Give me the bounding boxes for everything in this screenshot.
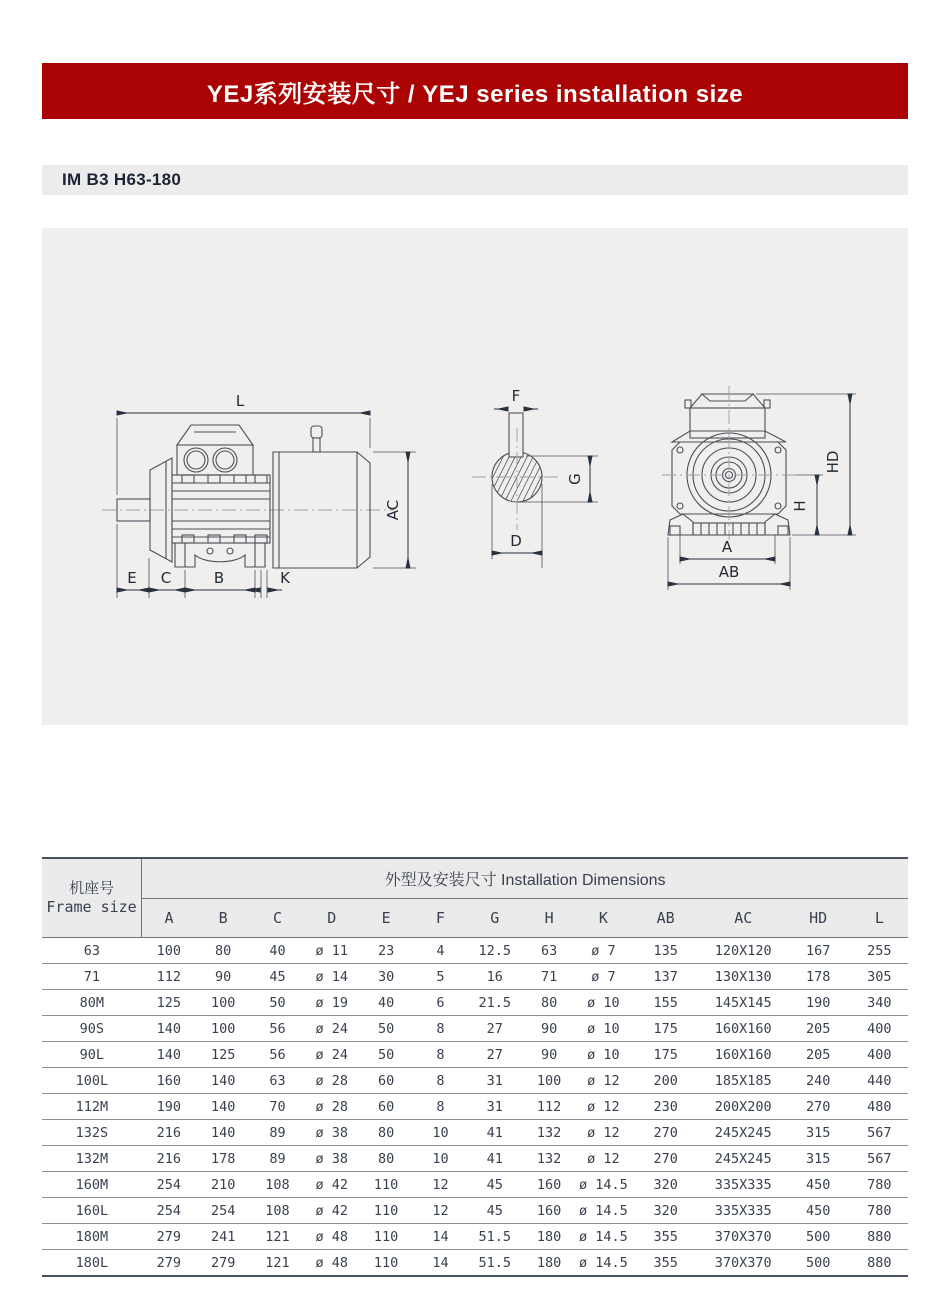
- column-header-k: K: [576, 899, 630, 938]
- table-cell: ø 10: [576, 990, 630, 1016]
- column-header-f: F: [413, 899, 467, 938]
- table-cell: 450: [786, 1172, 851, 1198]
- table-cell: 60: [359, 1094, 413, 1120]
- dim-label-h: H: [791, 500, 809, 512]
- table-cell: 178: [196, 1146, 250, 1172]
- table-cell: ø 7: [576, 964, 630, 990]
- table-cell: 45: [468, 1172, 522, 1198]
- table-cell: 125: [142, 990, 196, 1016]
- table-cell: 305: [851, 964, 908, 990]
- table-cell: 80: [522, 990, 576, 1016]
- dim-label-hd: HD: [824, 450, 842, 474]
- table-cell: 45: [468, 1198, 522, 1224]
- table-cell: 180: [522, 1250, 576, 1277]
- table-cell: 780: [851, 1172, 908, 1198]
- dim-label-c: C: [160, 569, 172, 587]
- side-view: [102, 392, 416, 598]
- table-cell: 160: [522, 1198, 576, 1224]
- table-cell: 110: [359, 1224, 413, 1250]
- table-cell: 56: [250, 1042, 304, 1068]
- table-cell: 5: [413, 964, 467, 990]
- table-cell: 8: [413, 1042, 467, 1068]
- dim-label-f: F: [511, 387, 521, 405]
- table-cell: ø 38: [305, 1120, 359, 1146]
- table-cell: 110: [359, 1250, 413, 1277]
- table-cell: 27: [468, 1016, 522, 1042]
- table-cell: 8: [413, 1016, 467, 1042]
- table-row: [42, 938, 908, 964]
- table-cell: 56: [250, 1016, 304, 1042]
- table-cell: 780: [851, 1198, 908, 1224]
- table-cell: ø 12: [576, 1120, 630, 1146]
- diagram-panel: [42, 228, 908, 725]
- table-cell: 80: [359, 1146, 413, 1172]
- table-cell: 63: [522, 938, 576, 964]
- column-header-g: G: [468, 899, 522, 938]
- table-cell: ø 14.5: [576, 1250, 630, 1277]
- table-cell: 51.5: [468, 1250, 522, 1277]
- table-cell: 130X130: [701, 964, 786, 990]
- column-header-c: C: [250, 899, 304, 938]
- table-cell: ø 24: [305, 1042, 359, 1068]
- table-cell: 480: [851, 1094, 908, 1120]
- table-cell: ø 10: [576, 1016, 630, 1042]
- frame-size-header: [42, 858, 142, 938]
- table-cell: ø 42: [305, 1198, 359, 1224]
- table-cell: 245X245: [701, 1146, 786, 1172]
- table-cell: 70: [250, 1094, 304, 1120]
- table-cell: 23: [359, 938, 413, 964]
- table-cell: 255: [851, 938, 908, 964]
- frame-size-cell: 180L: [42, 1250, 142, 1277]
- table-cell: 216: [142, 1120, 196, 1146]
- table-cell: ø 19: [305, 990, 359, 1016]
- table-cell: ø 12: [576, 1146, 630, 1172]
- mounting-type-label: IM B3 H63-180: [62, 170, 182, 189]
- table-cell: 140: [142, 1016, 196, 1042]
- column-header-e: E: [359, 899, 413, 938]
- dimensions-span-header: 外型及安装尺寸 Installation Dimensions: [142, 858, 908, 899]
- table-row: [42, 1094, 908, 1120]
- dim-label-e: E: [127, 569, 137, 587]
- table-cell: 31: [468, 1094, 522, 1120]
- table-cell: 41: [468, 1146, 522, 1172]
- shaft-section-view: [469, 387, 598, 568]
- dim-label-b: B: [213, 569, 225, 587]
- table-cell: 270: [786, 1094, 851, 1120]
- table-cell: 180: [522, 1224, 576, 1250]
- table-cell: 4: [413, 938, 467, 964]
- table-cell: 10: [413, 1120, 467, 1146]
- table-cell: 12: [413, 1172, 467, 1198]
- table-cell: 355: [631, 1250, 701, 1277]
- table-row: [42, 1016, 908, 1042]
- table-cell: 140: [196, 1120, 250, 1146]
- dim-label-ac: AC: [384, 499, 402, 521]
- table-cell: 14: [413, 1250, 467, 1277]
- dim-label-k: K: [280, 569, 290, 587]
- table-cell: 108: [250, 1172, 304, 1198]
- table-cell: 370X370: [701, 1250, 786, 1277]
- table-cell: ø 28: [305, 1068, 359, 1094]
- column-header-ab: AB: [631, 899, 701, 938]
- table-cell: 200: [631, 1068, 701, 1094]
- table-cell: 135: [631, 938, 701, 964]
- table-cell: 8: [413, 1094, 467, 1120]
- frame-size-cell: 132S: [42, 1120, 142, 1146]
- table-cell: 335X335: [701, 1198, 786, 1224]
- frame-size-cell: 80M: [42, 990, 142, 1016]
- table-row: [42, 1068, 908, 1094]
- table-cell: 100: [196, 990, 250, 1016]
- table-cell: 205: [786, 1016, 851, 1042]
- table-cell: 50: [359, 1042, 413, 1068]
- table-cell: 40: [359, 990, 413, 1016]
- table-cell: 145X145: [701, 990, 786, 1016]
- dim-label-g: G: [566, 473, 584, 485]
- table-cell: 31: [468, 1068, 522, 1094]
- table-cell: 178: [786, 964, 851, 990]
- table-cell: 45: [250, 964, 304, 990]
- table-cell: ø 14.5: [576, 1224, 630, 1250]
- table-cell: 500: [786, 1224, 851, 1250]
- table-cell: 400: [851, 1042, 908, 1068]
- table-row: [42, 1146, 908, 1172]
- table-cell: 140: [142, 1042, 196, 1068]
- table-cell: ø 12: [576, 1068, 630, 1094]
- table-cell: 270: [631, 1146, 701, 1172]
- table-cell: 132: [522, 1146, 576, 1172]
- table-cell: 320: [631, 1198, 701, 1224]
- table-cell: 51.5: [468, 1224, 522, 1250]
- table-cell: ø 48: [305, 1250, 359, 1277]
- table-cell: ø 14.5: [576, 1172, 630, 1198]
- table-cell: 254: [142, 1172, 196, 1198]
- table-cell: 12: [413, 1198, 467, 1224]
- table-cell: 27: [468, 1042, 522, 1068]
- dim-label-l: L: [235, 392, 245, 410]
- column-header-hd: HD: [786, 899, 851, 938]
- table-cell: 100: [522, 1068, 576, 1094]
- table-cell: 14: [413, 1224, 467, 1250]
- table-cell: 90: [522, 1042, 576, 1068]
- table-cell: 71: [522, 964, 576, 990]
- table-cell: 254: [142, 1198, 196, 1224]
- table-cell: 16: [468, 964, 522, 990]
- table-cell: 315: [786, 1146, 851, 1172]
- table-cell: 50: [250, 990, 304, 1016]
- table-cell: 121: [250, 1250, 304, 1277]
- frame-size-cell: 90S: [42, 1016, 142, 1042]
- frame-size-cell: 90L: [42, 1042, 142, 1068]
- frame-size-cell: 112M: [42, 1094, 142, 1120]
- table-cell: 370X370: [701, 1224, 786, 1250]
- section-strip: [42, 165, 908, 195]
- table-cell: 315: [786, 1120, 851, 1146]
- table-cell: 320: [631, 1172, 701, 1198]
- frame-size-cell: 160L: [42, 1198, 142, 1224]
- table-cell: 121: [250, 1224, 304, 1250]
- table-row: [42, 964, 908, 990]
- table-cell: ø 11: [305, 938, 359, 964]
- column-header-d: D: [305, 899, 359, 938]
- column-header-l: L: [851, 899, 908, 938]
- table-cell: 167: [786, 938, 851, 964]
- table-cell: 100: [142, 938, 196, 964]
- page-title: YEJ系列安装尺寸 / YEJ series installation size: [206, 80, 744, 108]
- table-cell: 50: [359, 1016, 413, 1042]
- table-cell: 279: [196, 1250, 250, 1277]
- frame-size-cell: 63: [42, 938, 142, 964]
- table-cell: 241: [196, 1224, 250, 1250]
- column-header-h: H: [522, 899, 576, 938]
- table-row: [42, 1120, 908, 1146]
- table-cell: 335X335: [701, 1172, 786, 1198]
- table-cell: 440: [851, 1068, 908, 1094]
- table-cell: ø 38: [305, 1146, 359, 1172]
- table-cell: 155: [631, 990, 701, 1016]
- column-header-ac: AC: [701, 899, 786, 938]
- table-cell: 110: [359, 1198, 413, 1224]
- frame-size-cell: 160M: [42, 1172, 142, 1198]
- table-cell: 90: [196, 964, 250, 990]
- table-cell: 112: [522, 1094, 576, 1120]
- table-cell: ø 14: [305, 964, 359, 990]
- table-cell: 125: [196, 1042, 250, 1068]
- frame-size-cell: 180M: [42, 1224, 142, 1250]
- table-row: [42, 990, 908, 1016]
- table-cell: 10: [413, 1146, 467, 1172]
- table-cell: 30: [359, 964, 413, 990]
- table-cell: 160: [142, 1068, 196, 1094]
- table-row: [42, 1042, 908, 1068]
- table-cell: 216: [142, 1146, 196, 1172]
- table-header-row-1: [42, 858, 908, 899]
- table-cell: 160X160: [701, 1042, 786, 1068]
- table-cell: 190: [142, 1094, 196, 1120]
- table-body: [42, 938, 908, 1277]
- table-row: [42, 1172, 908, 1198]
- table-cell: ø 7: [576, 938, 630, 964]
- table-cell: 12.5: [468, 938, 522, 964]
- dim-label-ab: AB: [718, 563, 740, 581]
- table-cell: 6: [413, 990, 467, 1016]
- table-cell: 140: [196, 1094, 250, 1120]
- table-row: [42, 1224, 908, 1250]
- table-row: [42, 1198, 908, 1224]
- table-cell: 210: [196, 1172, 250, 1198]
- table-cell: 80: [196, 938, 250, 964]
- table-cell: ø 42: [305, 1172, 359, 1198]
- table-cell: 137: [631, 964, 701, 990]
- table-cell: 450: [786, 1198, 851, 1224]
- table-cell: 140: [196, 1068, 250, 1094]
- table-cell: 160: [522, 1172, 576, 1198]
- table-cell: 110: [359, 1172, 413, 1198]
- table-cell: 108: [250, 1198, 304, 1224]
- installation-diagram: [42, 228, 908, 725]
- table-cell: 112: [142, 964, 196, 990]
- table-cell: 254: [196, 1198, 250, 1224]
- table-cell: 89: [250, 1120, 304, 1146]
- table-cell: 8: [413, 1068, 467, 1094]
- table-cell: ø 12: [576, 1094, 630, 1120]
- table-cell: 355: [631, 1224, 701, 1250]
- table-cell: ø 14.5: [576, 1198, 630, 1224]
- table-header-row-2: [42, 899, 908, 938]
- table-cell: 400: [851, 1016, 908, 1042]
- table-cell: 500: [786, 1250, 851, 1277]
- table-cell: ø 24: [305, 1016, 359, 1042]
- table-cell: 40: [250, 938, 304, 964]
- table-cell: 132: [522, 1120, 576, 1146]
- table-cell: 567: [851, 1146, 908, 1172]
- table-cell: 160X160: [701, 1016, 786, 1042]
- column-header-a: A: [142, 899, 196, 938]
- table-cell: 21.5: [468, 990, 522, 1016]
- front-view: [662, 386, 856, 590]
- table-cell: 200X200: [701, 1094, 786, 1120]
- table-row: [42, 1250, 908, 1277]
- table-cell: 175: [631, 1042, 701, 1068]
- column-header-b: B: [196, 899, 250, 938]
- table-cell: 63: [250, 1068, 304, 1094]
- table-cell: 175: [631, 1016, 701, 1042]
- table-cell: 240: [786, 1068, 851, 1094]
- table-cell: 567: [851, 1120, 908, 1146]
- table-cell: ø 28: [305, 1094, 359, 1120]
- dimensions-table: [42, 857, 908, 1277]
- frame-size-cell: 71: [42, 964, 142, 990]
- frame-size-header-zh: 机座号: [69, 879, 115, 898]
- table-cell: 205: [786, 1042, 851, 1068]
- frame-size-cell: 100L: [42, 1068, 142, 1094]
- table-cell: 245X245: [701, 1120, 786, 1146]
- frame-size-cell: 132M: [42, 1146, 142, 1172]
- table-cell: 340: [851, 990, 908, 1016]
- table-cell: 80: [359, 1120, 413, 1146]
- table-cell: 880: [851, 1224, 908, 1250]
- table-cell: 279: [142, 1250, 196, 1277]
- title-banner: [42, 63, 908, 119]
- table-cell: ø 10: [576, 1042, 630, 1068]
- table-cell: 100: [196, 1016, 250, 1042]
- table-cell: 60: [359, 1068, 413, 1094]
- dim-label-d: D: [510, 532, 522, 550]
- table-cell: ø 48: [305, 1224, 359, 1250]
- table-cell: 185X185: [701, 1068, 786, 1094]
- table-cell: 279: [142, 1224, 196, 1250]
- dim-label-a: A: [721, 538, 733, 556]
- frame-size-header-en: Frame size: [46, 898, 137, 916]
- table-cell: 89: [250, 1146, 304, 1172]
- table-cell: 41: [468, 1120, 522, 1146]
- table-cell: 230: [631, 1094, 701, 1120]
- table-cell: 880: [851, 1250, 908, 1277]
- table-cell: 90: [522, 1016, 576, 1042]
- table-cell: 270: [631, 1120, 701, 1146]
- table-cell: 190: [786, 990, 851, 1016]
- table-cell: 120X120: [701, 938, 786, 964]
